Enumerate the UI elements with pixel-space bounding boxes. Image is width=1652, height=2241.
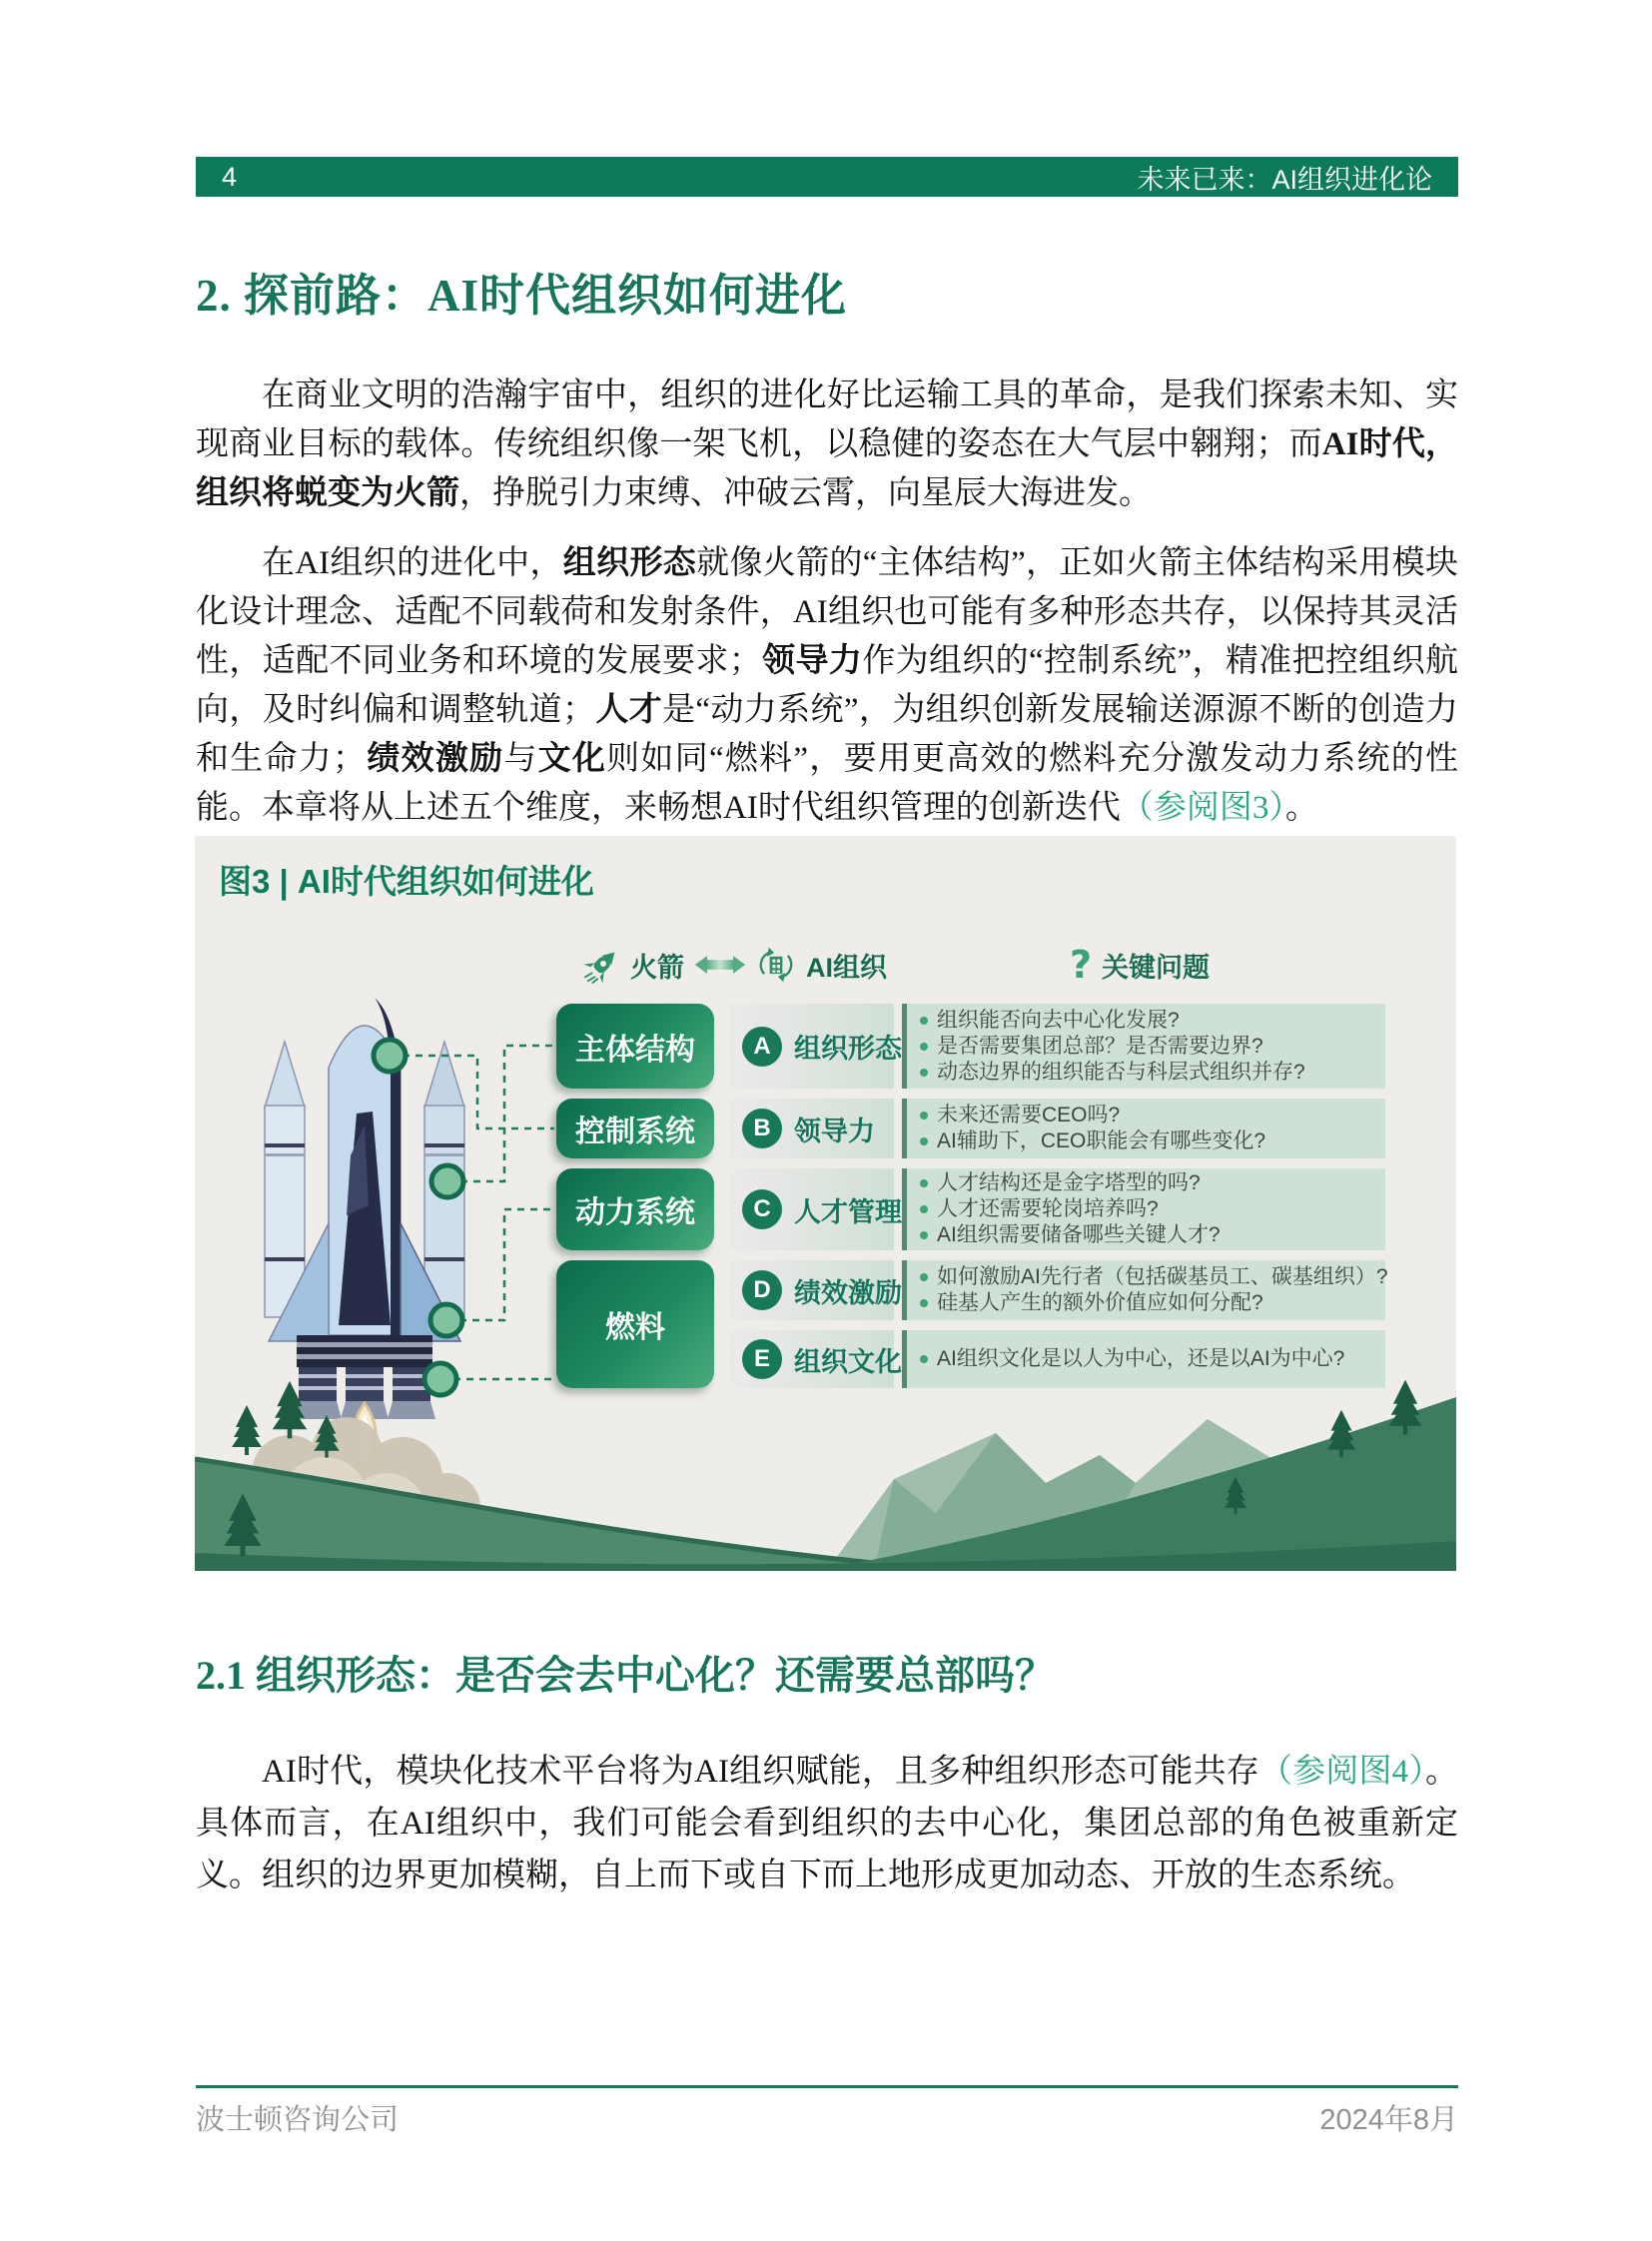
double-arrow-icon (694, 952, 746, 978)
text-run-bold: 人才 (594, 692, 663, 728)
figure-3-reference-link[interactable]: （参阅图3） (1120, 790, 1285, 826)
footer-date: 2024年8月 (1319, 2104, 1458, 2136)
bullet-dot-icon (920, 1017, 928, 1025)
question-item (920, 1222, 1377, 1248)
text-run: 。 (1284, 790, 1318, 826)
question-item (920, 1290, 1377, 1316)
figure-title: 图3 | AI时代组织如何进化 (219, 863, 594, 900)
letter-badge-a: A (742, 1027, 782, 1067)
question-text: 硅基人产生的额外价值应如何分配? (937, 1291, 1263, 1314)
text-run: 则如同“燃料”，要用更高效的燃料充分激发动力系统的性能。本章将从上述五个维度，来畅想AI时代组织管理的创新迭代 (196, 741, 1459, 826)
question-text: 是否需要集团总部？是否需要边界? (937, 1034, 1263, 1058)
text-run-bold: 绩效激励 (366, 741, 504, 777)
text-run: AI时代，模块化技术平台将为AI组织赋能，且多种组织形态可能共存 (262, 1754, 1259, 1790)
text-run-bold: AI时代，组织将蜕变为火箭 (196, 426, 1458, 511)
text-run-bold: 文化 (537, 741, 607, 777)
question-text: 未来还需要CEO吗? (937, 1104, 1121, 1126)
question-text: 组织能否向去中心化发展? (937, 1008, 1180, 1032)
rocket-part-main-structure: 主体结构 (556, 1004, 714, 1089)
ai-dimension-label: 绩效激励 (794, 1277, 902, 1308)
paragraph (196, 539, 1458, 833)
question-item (920, 1008, 1377, 1034)
ai-dimension-label: 组织形态 (794, 1034, 902, 1064)
key-questions-block (902, 1004, 1385, 1089)
rocket-icon (582, 946, 620, 984)
question-item (920, 1170, 1377, 1196)
bullet-dot-icon (920, 1273, 928, 1281)
text-run: 在AI组织的进化中， (262, 545, 563, 581)
question-item (920, 1034, 1377, 1060)
footer-divider (196, 2085, 1458, 2088)
letter-badge-c: C (742, 1189, 782, 1229)
question-item (920, 1128, 1377, 1154)
question-text: 如何激励AI先行者（包括碳基员工、碳基组织）? (937, 1265, 1388, 1288)
bullet-dot-icon (920, 1179, 928, 1187)
rocket-part-control-system: 控制系统 (556, 1099, 714, 1158)
paragraph (196, 1746, 1458, 1901)
key-questions-block (902, 1099, 1385, 1158)
text-run: 就像火箭的“主体结构”，正如火箭主体结构采用模块化设计理念、适配不同载荷和发射条件，AI组织也可能有多种形态共存，以保持其灵活性，适配不同业务和环境的发展要求； (196, 545, 1459, 679)
ai-dimension-row (729, 1004, 902, 1089)
question-item (920, 1196, 1377, 1222)
letter-badge-b: B (742, 1109, 782, 1148)
rocket-part-fuel: 燃料 (556, 1260, 714, 1388)
question-item (920, 1103, 1377, 1128)
ai-dimension-row (729, 1099, 894, 1158)
letter-badge-d: D (742, 1270, 782, 1310)
paragraph (196, 372, 1458, 518)
question-mark-icon: ? (1070, 943, 1093, 987)
page-header-bar (196, 157, 1458, 197)
question-text: 人才还需要轮岗培养吗? (937, 1197, 1159, 1220)
footer-company: 波士顿咨询公司 (196, 2104, 400, 2136)
figure-4-reference-link[interactable]: （参阅图4） (1258, 1754, 1425, 1790)
bullet-dot-icon (920, 1112, 928, 1120)
question-text: 动态边界的组织能否与科层式组织并存? (937, 1060, 1305, 1084)
text-run: 与 (503, 741, 538, 777)
text-run-bold: 领导力 (761, 643, 863, 679)
figure-legend-left (582, 940, 887, 990)
question-text: AI组织文化是以人为中心，还是以AI为中心? (937, 1347, 1345, 1370)
report-title: 未来已来：AI组织进化论 (1137, 164, 1432, 195)
legend-rocket-label: 火箭 (630, 952, 684, 983)
page-footer (196, 2097, 1458, 2138)
bullet-dot-icon (920, 1137, 928, 1145)
ai-dimension-row (729, 1168, 902, 1250)
bullet-dot-icon (920, 1043, 928, 1051)
bullet-dot-icon (920, 1299, 928, 1307)
question-item (920, 1264, 1388, 1290)
ai-dimension-label: 领导力 (794, 1116, 875, 1146)
subsection-heading: 2.1 组织形态：是否会去中心化？还需要总部吗？ (196, 1653, 1055, 1698)
legend-questions-label: 关键问题 (1102, 952, 1211, 983)
rocket-part-power-system: 动力系统 (556, 1168, 714, 1250)
figure-legend-right (1070, 940, 1210, 990)
text-run: 作为组织的“控制系统”，精准把控组织航向，及时纠偏和调整轨道； (196, 643, 1459, 728)
legend-org-label: AI组织 (806, 952, 887, 983)
question-text: 人才结构还是金字塔型的吗? (937, 1171, 1201, 1194)
text-run: 在商业文明的浩瀚宇宙中，组织的进化好比运输工具的革命，是我们探索未知、实现商业目标的载体。传统组织像一架飞机，以稳健的姿态在大气层中翱翔；而 (196, 377, 1458, 462)
text-run: ，挣脱引力束缚、冲破云霄，向星辰大海进发。 (459, 475, 1152, 511)
question-text: AI组织需要储备哪些关键人才? (937, 1223, 1221, 1246)
ai-dimension-row (729, 1260, 902, 1320)
text-run-bold: 组织形态 (562, 545, 697, 581)
ai-organization-icon (756, 944, 796, 986)
question-text: AI辅助下，CEO职能会有哪些变化? (937, 1129, 1266, 1152)
question-item (920, 1060, 1377, 1086)
key-questions-block (902, 1168, 1385, 1250)
text-run: 。具体而言，在AI组织中，我们可能会看到组织的去中心化，集团总部的角色被重新定义。组织的边界更加模糊，自上而下或自下而上地形成更加动态、开放的生态系统。 (196, 1754, 1458, 1893)
bullet-dot-icon (920, 1231, 928, 1239)
landscape-illustration (195, 1361, 1456, 1571)
bullet-dot-icon (920, 1205, 928, 1213)
page-number: 4 (222, 161, 238, 192)
ai-dimension-label: 人才管理 (794, 1196, 902, 1227)
section-heading: 2. 探前路：AI时代组织如何进化 (196, 271, 848, 321)
bullet-dot-icon (920, 1069, 928, 1077)
figure-3 (195, 836, 1456, 1571)
ai-dimension-label: 组织文化 (794, 1346, 902, 1377)
key-questions-block (902, 1260, 1388, 1320)
text-run: 是“动力系统”，为组织创新发展输送源源不断的创造力和生命力； (196, 692, 1459, 777)
letter-badge-e: E (742, 1339, 782, 1379)
